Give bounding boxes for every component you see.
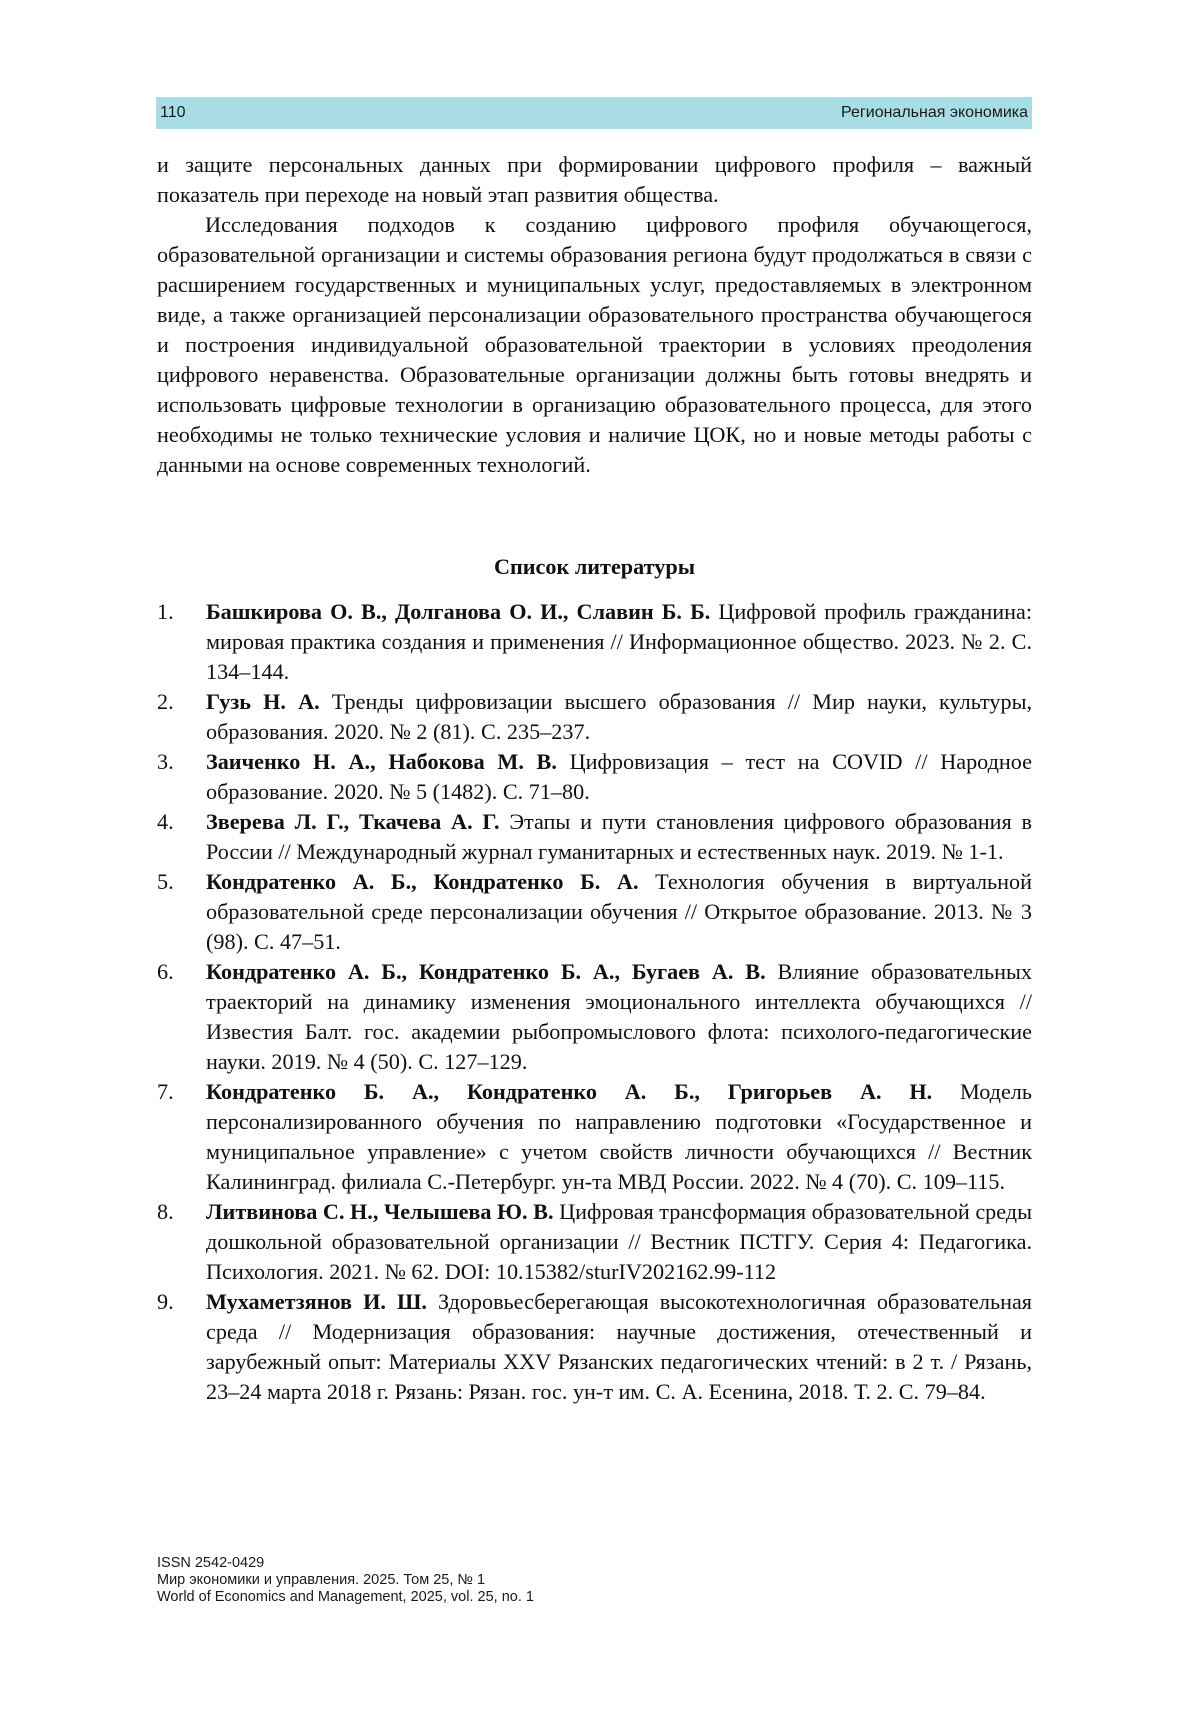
reference-item <box>157 957 1032 1077</box>
reference-number: 7. <box>157 1079 174 1104</box>
reference-number: 9. <box>157 1289 174 1314</box>
reference-authors: Мухаметзянов И. Ш. <box>206 1289 427 1314</box>
reference-text: Цифровая трансформация образовательной среды дошкольной образовательной организации // Вестник ПСТГУ. Серия 4: Педагогика. Психология. 2021. № 62. DOI: 10.15382/sturIV202162.99-112 <box>206 1199 1033 1284</box>
reference-number: 4. <box>157 809 174 834</box>
reference-authors: Кондратенко Б. А., Кондратенко А. Б., Григорьев А. Н. <box>206 1079 933 1104</box>
reference-item <box>157 1197 1032 1287</box>
paragraph: и защите персональных данных при формировании цифрового профиля – важный показатель при переходе на новый этап развития общества. <box>157 152 1032 207</box>
reference-text: Влияние образовательных траекторий на динамику изменения эмоционального интеллекта обучающихся // Известия Балт. гос. академии рыбопромыслового флота: психолого-педагогические науки. 2019. № 4 (50). С. 127–129. <box>206 959 1033 1074</box>
journal-footer <box>157 1555 857 1606</box>
body-text <box>157 150 1032 480</box>
reference-text: Модель персонализированного обучения по направлению подготовки «Государственное и муниципальное управление» с учетом свойств личности обучающихся // Вестник Калининград. филиала С.-Петербург. ун-та МВД России. 2022. № 4 (70). С. 109–115. <box>206 1079 1032 1194</box>
reference-text: Здоровьесберегающая высокотехнологичная образовательная среда // Модернизация образования: научные достижения, отечественный и зарубежный опыт: Материалы XXV Рязанских педагогических чтений: в 2 т. / Рязань, 23–24 марта 2018 г. Рязань: Рязан. гос. ун-т им. С. А. Есенина, 2018. Т. 2. С. 79–84. <box>206 1289 1032 1404</box>
reference-authors: Заиченко Н. А., Набокова М. В. <box>206 749 557 774</box>
reference-text: Цифровой профиль гражданина: мировая практика создания и применения // Информационное общество. 2023. № 2. С. 134–144. <box>206 599 1032 684</box>
references-list <box>157 597 1032 1407</box>
reference-item <box>157 1287 1032 1407</box>
reference-text: Технология обучения в виртуальной образовательной среде персонализации обучения // Открытое образование. 2013. № 3 (98). С. 47–51. <box>206 869 1033 954</box>
reference-number: 5. <box>157 869 174 894</box>
reference-authors: Кондратенко А. Б., Кондратенко Б. А., Бугаев А. В. <box>206 959 766 984</box>
reference-item <box>157 747 1032 807</box>
references-heading: Список литературы <box>493 554 696 579</box>
journal-citation-en: World of Economics and Management, 2025, vol. 25, no. 1 <box>157 1589 534 1605</box>
reference-number: 8. <box>157 1199 174 1224</box>
reference-item <box>157 867 1032 957</box>
journal-citation-ru: Мир экономики и управления. 2025. Том 25, № 1 <box>157 1572 486 1588</box>
paragraph: Исследования подходов к созданию цифрового профиля обучающегося, образовательной организации и системы образования региона будут продолжаться в связи с расширением государственных и муниципальных услуг, предоставляемых в электронном виде, а также организацией персонализации образовательного пространства обучающегося и построения индивидуальной образовательной траектории в условиях преодоления цифрового неравенства. Образовательные организации должны быть готовы внедрять и использовать цифровые технологии в организацию образовательного процесса, для этого необходимы не только технические условия и наличие ЦОК, но и новые методы работы с данными на основе современных технологий. <box>157 212 1032 477</box>
reference-number: 6. <box>157 959 174 984</box>
reference-authors: Зверева Л. Г., Ткачева А. Г. <box>206 809 500 834</box>
reference-text: Цифровизация – тест на COVID // Народное образование. 2020. № 5 (1482). С. 71–80. <box>206 749 1032 804</box>
reference-authors: Кондратенко А. Б., Кондратенко Б. А. <box>206 869 639 894</box>
page-number: 110 <box>160 104 186 121</box>
reference-text: Тренды цифровизации высшего образования // Мир науки, культуры, образования. 2020. № 2 (81). С. 235–237. <box>206 689 1033 744</box>
reference-item <box>157 687 1032 747</box>
reference-item <box>157 807 1032 867</box>
issn: ISSN 2542-0429 <box>157 1555 265 1571</box>
reference-authors: Гузь Н. А. <box>206 689 320 714</box>
reference-item <box>157 597 1032 687</box>
reference-authors: Башкирова О. В., Долганова О. И., Славин Б. Б. <box>206 599 711 624</box>
running-header <box>156 97 1032 129</box>
reference-item <box>157 1077 1032 1197</box>
reference-authors: Литвинова С. Н., Челышева Ю. В. <box>206 1199 554 1224</box>
reference-number: 2. <box>157 689 174 714</box>
reference-number: 3. <box>157 749 174 774</box>
reference-number: 1. <box>157 599 174 624</box>
section-title: Региональная экономика <box>841 104 1028 121</box>
reference-text: Этапы и пути становления цифрового образования в России // Международный журнал гуманитарных и естественных наук. 2019. № 1-1. <box>206 809 1033 864</box>
